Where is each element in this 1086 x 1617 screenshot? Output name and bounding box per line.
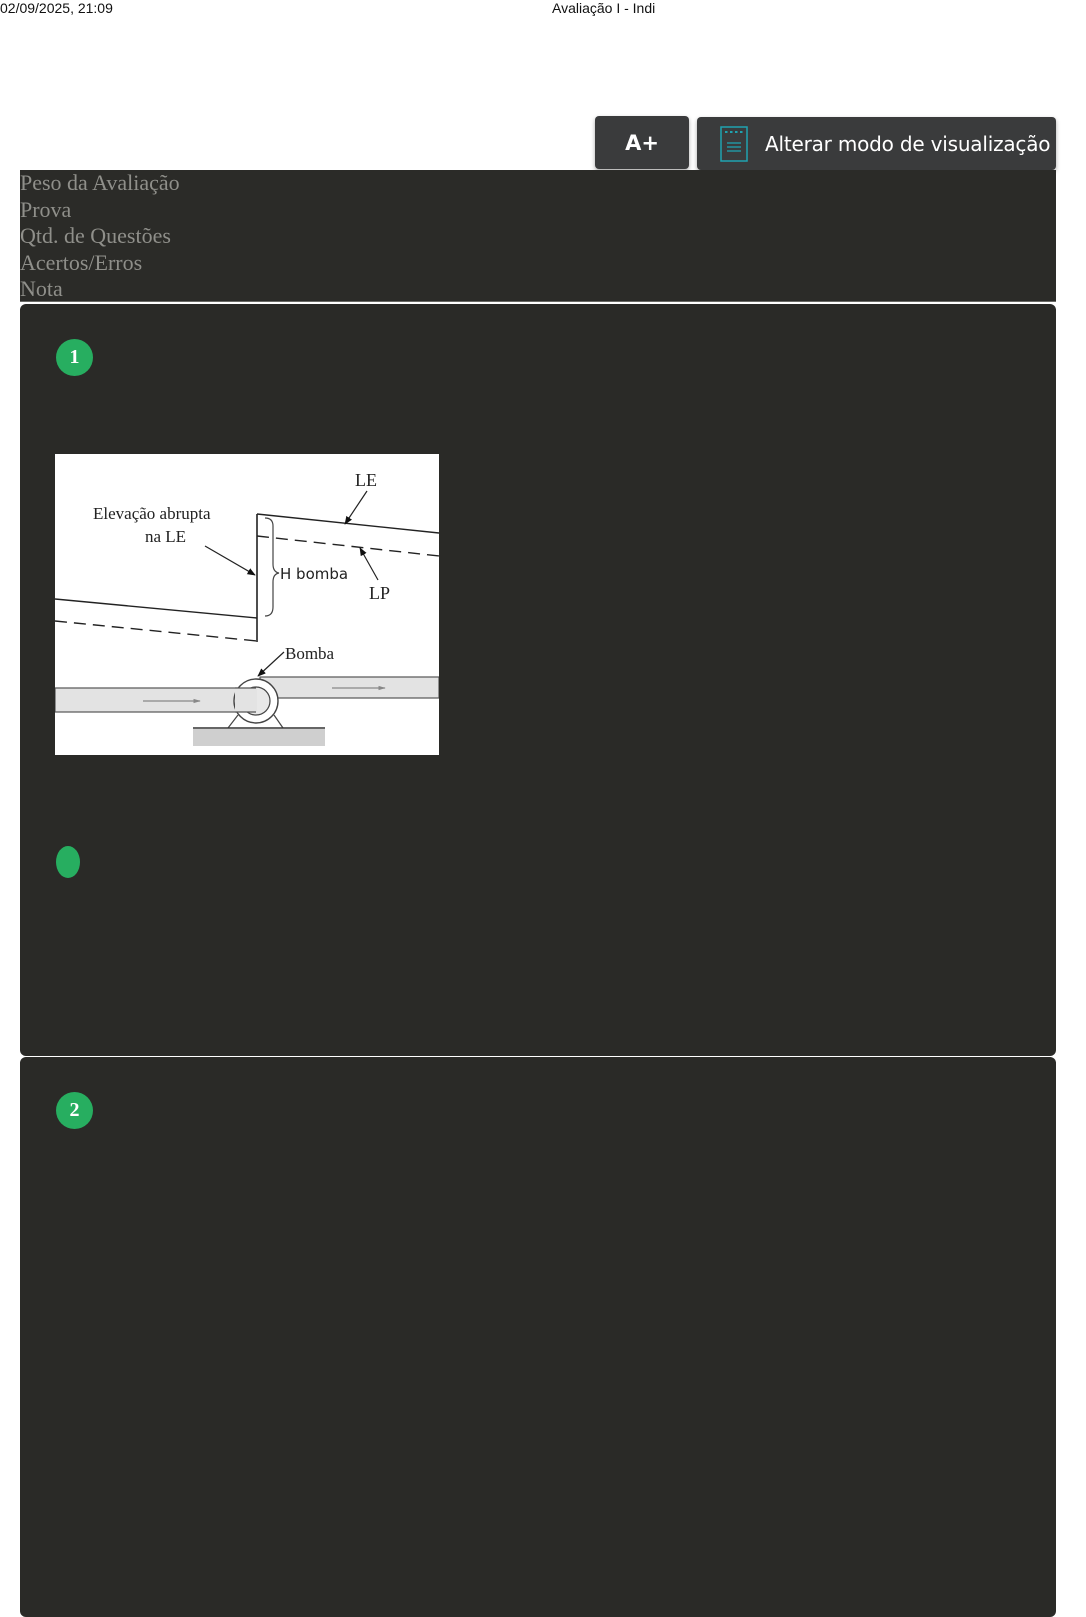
question-card-2 — [20, 1057, 1056, 1617]
h-pump-label: H bomba — [280, 565, 349, 583]
le-label: LE — [355, 470, 377, 490]
document-icon — [720, 126, 748, 162]
print-datetime: 02/09/2025, 21:09 — [0, 0, 113, 16]
abrupt-rise-label-line1: Elevação abrupta — [93, 504, 211, 523]
pump-label: Bomba — [285, 644, 335, 663]
lp-label: LP — [369, 583, 391, 603]
abrupt-rise-label-line2: na LE — [145, 527, 187, 546]
change-view-mode-button[interactable] — [697, 117, 1056, 170]
pump-energy-line-figure — [55, 454, 439, 755]
summary-grade-label: Nota — [20, 276, 63, 301]
evaluation-summary — [20, 170, 1056, 302]
answer-status-indicator — [56, 846, 80, 878]
question-number-badge: 1 — [56, 339, 93, 376]
summary-weight-label: Peso da Avaliação — [20, 170, 180, 195]
summary-hits-errors-label: Acertos/Erros — [20, 249, 143, 275]
increase-font-button[interactable]: A+ — [595, 116, 689, 169]
summary-question-count-label: Qtd. de Questões — [20, 223, 171, 248]
print-page-title: Avaliação I - Indi — [552, 0, 656, 16]
summary-exam-label: Prova — [20, 196, 72, 222]
question-number-badge: 2 — [56, 1092, 93, 1129]
view-mode-label: Alterar modo de visualização — [765, 131, 1051, 156]
question-card-1 — [20, 304, 1056, 1056]
pump-diagram — [55, 454, 439, 755]
